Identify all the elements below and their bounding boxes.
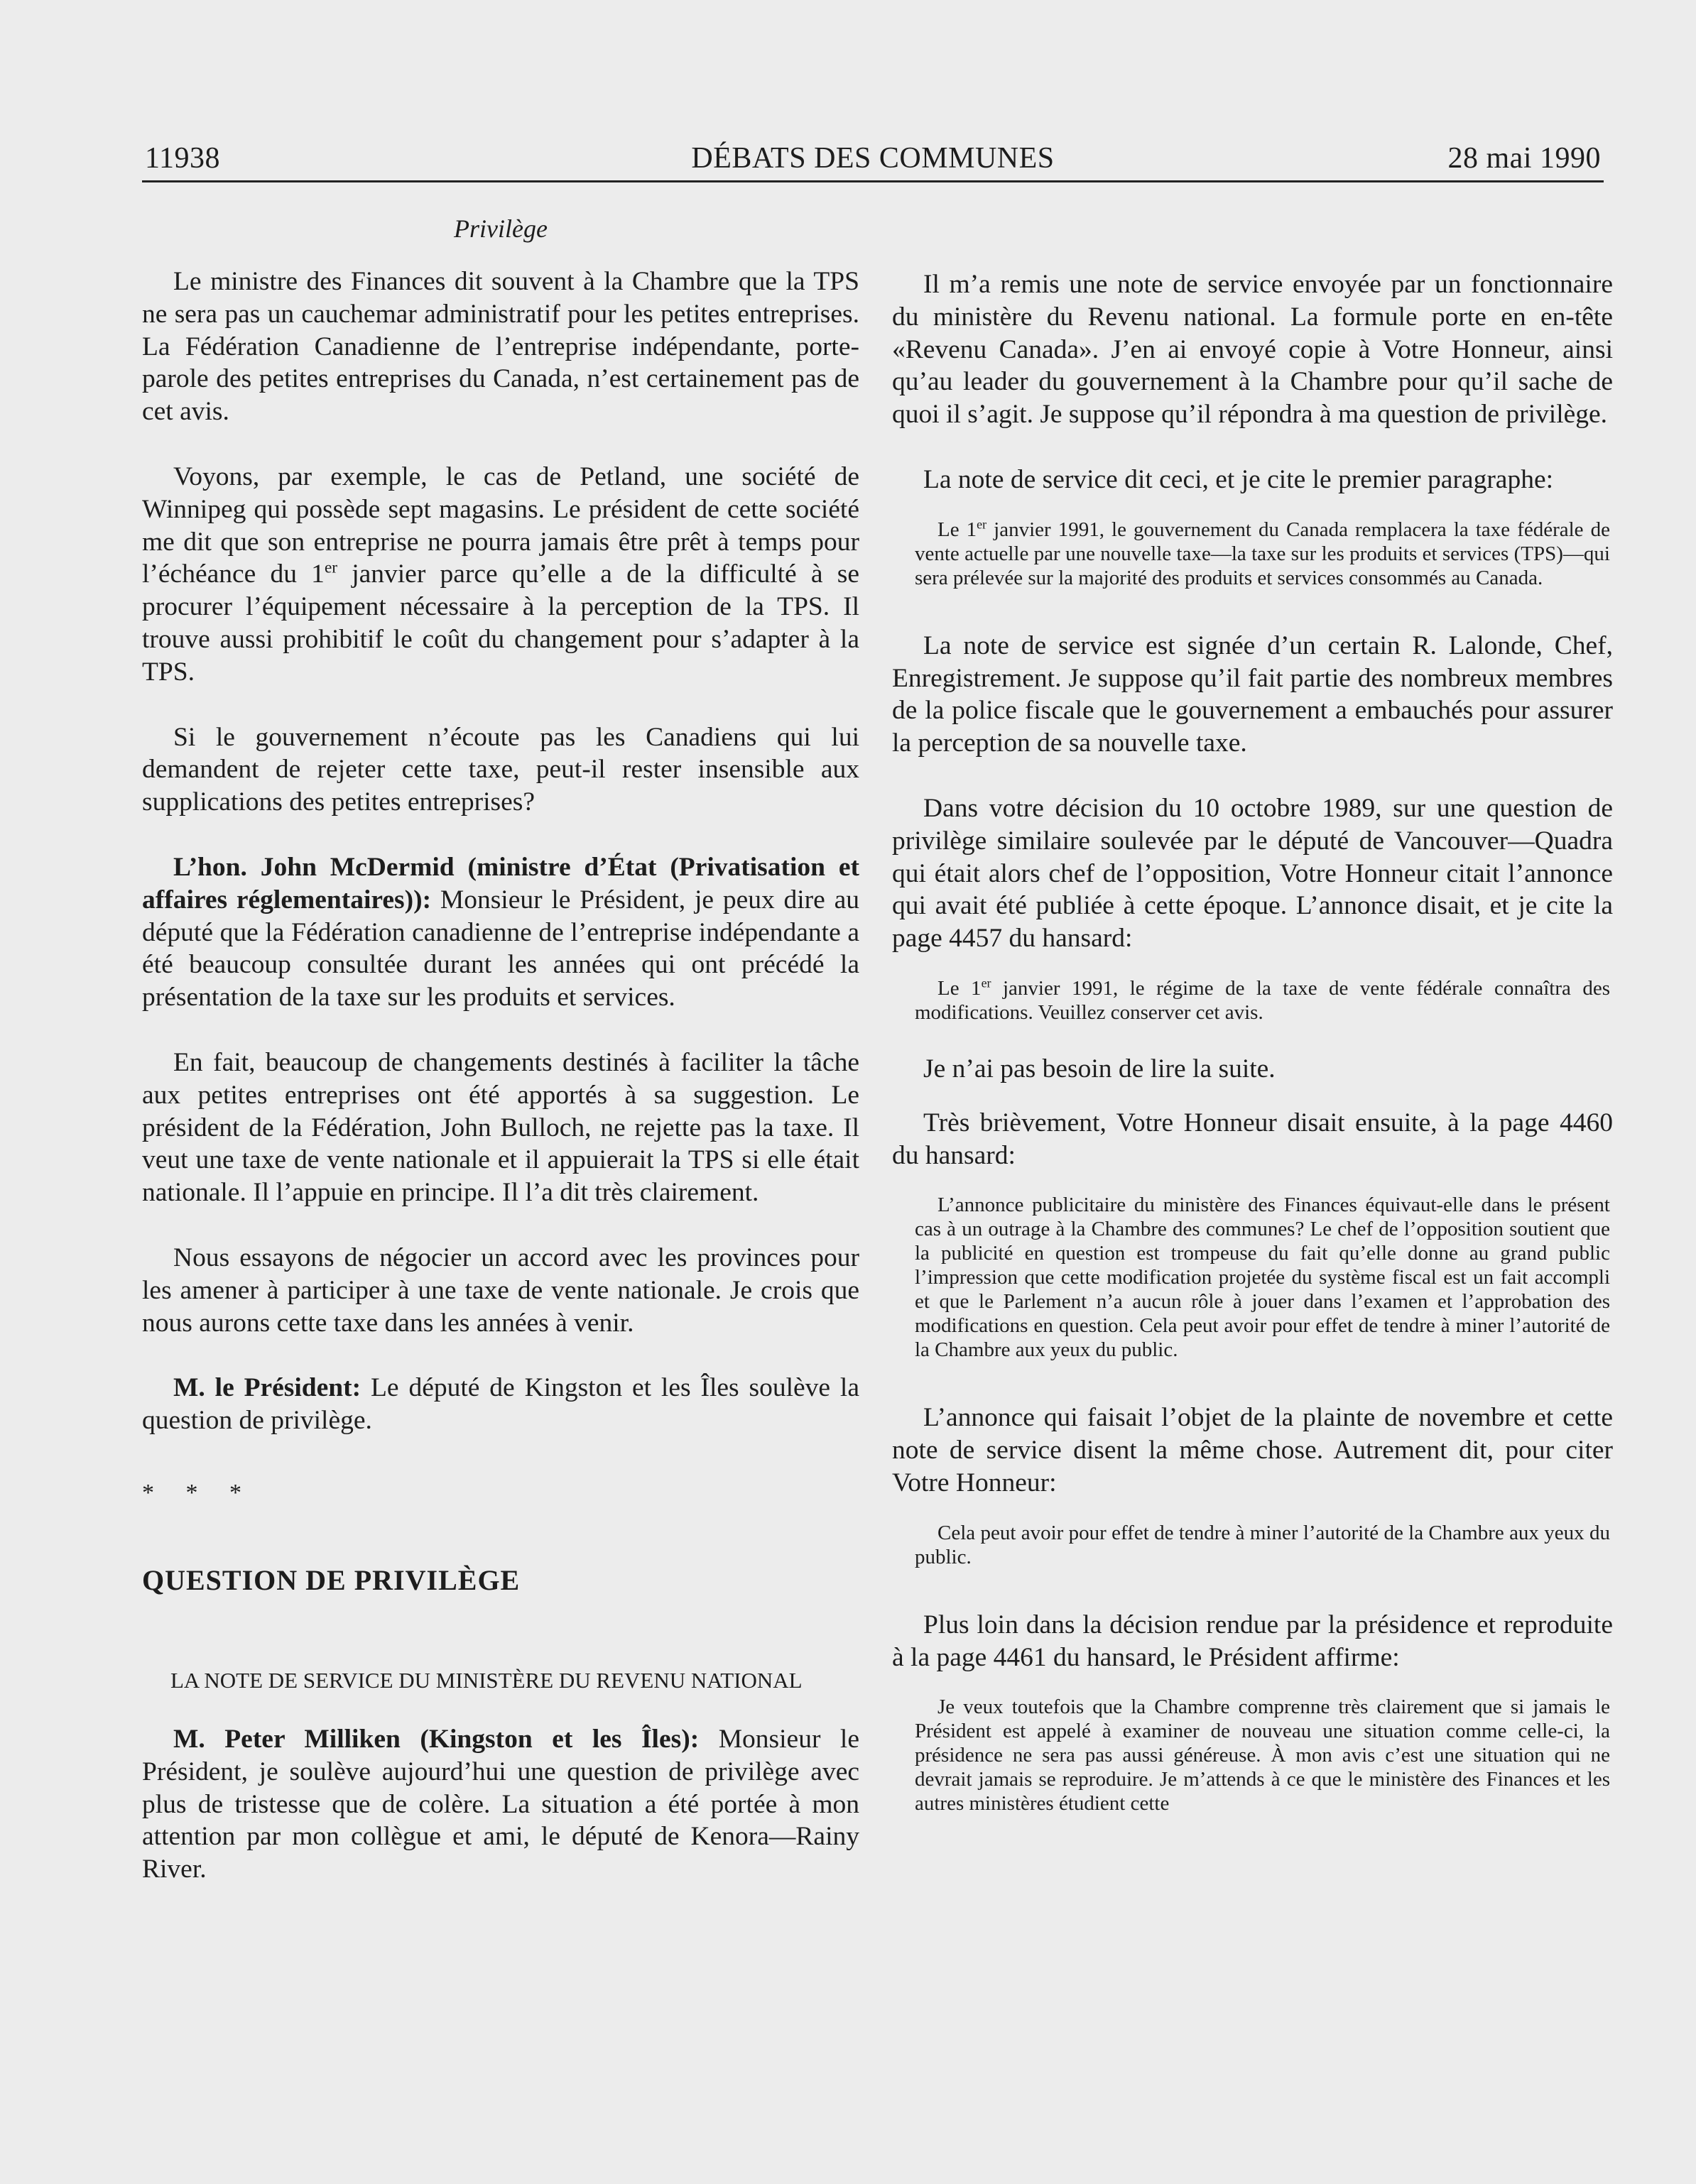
section-label: Privilège <box>454 214 548 243</box>
paragraph: Je n’ai pas besoin de lire la suite. <box>923 1054 1276 1083</box>
paragraph: Il m’a remis une note de service envoyée par un fonctionnaire du ministère du Revenu national. La formule porte en en-tête «Revenu Canada». J’en ai envoyé copie à Votre Honneur, ainsi qu’au leader du gouvernement à la Chambre pour qu’il sache de quoi il s’agit. Je suppose qu’il répondra à ma question de privilège. <box>892 270 1613 430</box>
block-quote: L’annonce publicitaire du ministère des Finances équivaut-elle dans le présent cas à un outrage à la Chambre des communes? Le chef de l’opposition soutient que la publicité en question est trompeuse du fait qu’elle donne au grand public l’impression que cette modification projetée du système fiscal est un fait accompli et que le Parlement n’a aucun rôle à jouer dans l’examen et l’approbation des modifications en question. Cela peut avoir pour effet de tendre à miner l’autorité de la Chambre aux yeux du public. <box>915 1194 1610 1362</box>
section-heading: QUESTION DE PRIVILÈGE <box>142 1563 521 1596</box>
block-quote: Cela peut avoir pour effet de tendre à miner l’autorité de la Chambre aux yeux du public. <box>915 1521 1610 1568</box>
block-quote: Je veux toutefois que la Chambre comprenne très clairement que si jamais le Président est appelé à examiner de nouveau une situation comme celle-ci, la présidence ne sera pas aussi généreuse. À mon avis c’est une situation qui ne devrait jamais se reproduire. Je m’attends à ce que le ministère des Finances et les autres ministères étudient cette <box>915 1696 1610 1816</box>
paragraph: La note de service dit ceci, et je cite le premier paragraphe: <box>923 464 1554 494</box>
paragraph: Voyons, par exemple, le cas de Petland, une société de Winnipeg qui possède sept magasins. Le président de cette société me dit que son entreprise ne pourra jamais être prêt à temps pour l’échéance du 1er janvier parce qu’elle a de la difficulté à se procurer l’équipement nécessaire à la perception de la TPS. Il trouve aussi prohibitif le coût du changement pour s’adapter à la TPS. <box>142 462 859 687</box>
right-column <box>892 213 1613 1816</box>
speaker-name: M. Peter Milliken (Kingston et les Îles): <box>173 1724 700 1754</box>
publication-title: DÉBATS DES COMMUNES <box>691 142 1055 175</box>
page-number: 11938 <box>145 142 220 175</box>
section-subheading: LA NOTE DE SERVICE DU MINISTÈRE DU REVENU NATIONAL <box>170 1667 803 1693</box>
paragraph: Très brièvement, Votre Honneur disait ensuite, à la page 4460 du hansard: <box>892 1108 1613 1170</box>
paragraph: L’annonce qui faisait l’objet de la plainte de novembre et cette note de service disent la même chose. Autrement dit, pour citer Votre Honneur: <box>892 1403 1613 1497</box>
paragraph: En fait, beaucoup de changements destinés à faciliter la tâche aux petites entreprises ont été apportés à sa suggestion. Le président de la Fédération, John Bulloch, ne rejette pas la taxe. Il veut une taxe de vente nationale et il appuierait la TPS si elle était nationale. Il l’appuie en principe. Il l’a dit très clairement. <box>142 1047 859 1208</box>
block-quote: Le 1er janvier 1991, le régime de la taxe de vente fédérale connaîtra des modifications. Veuillez conserver cet avis. <box>915 976 1610 1024</box>
block-quote: Le 1er janvier 1991, le gouvernement du Canada remplacera la taxe fédérale de vente actuelle par une nouvelle taxe—la taxe sur les produits et services (TPS)—qui sera prélevée sur la majorité des produits et services consommés au Canada. <box>915 517 1610 589</box>
speaker-name: M. le Président: <box>173 1373 362 1403</box>
paragraph: La note de service est signée d’un certain R. Lalonde, Chef, Enregistrement. Je suppose qu’il fait partie des nombreux membres de la police fiscale que le gouvernement a embauchés pour assurer la perception de sa nouvelle taxe. <box>892 630 1613 758</box>
paragraph: Plus loin dans la décision rendue par la présidence et reproduite à la page 4461 du hansard, le Président affirme: <box>892 1610 1613 1672</box>
speech-paragraph: L’hon. John McDermid (ministre d’État (Privatisation et affaires réglementaires)): Monsieur le Président, je peux dire au député que la Fédération canadienne de l’entreprise indépendante a été beaucoup consultée durant les années qui ont précédé la présentation de la taxe sur les produits et services. <box>142 852 859 1012</box>
paragraph: Nous essayons de négocier un accord avec les provinces pour les amener à participer à une taxe de vente nationale. Je crois que nous aurons cette taxe dans les années à venir. <box>142 1243 859 1338</box>
speech-paragraph: M. le Président: Le député de Kingston et les Îles soulève la question de privilège. <box>142 1373 859 1436</box>
speaker-name: L’hon. John McDermid (ministre d’État (Privatisation et affaires réglementaires)): <box>142 852 859 914</box>
paragraph: Le ministre des Finances dit souvent à la Chambre que la TPS ne sera pas un cauchemar administratif pour les petites entreprises. La Fédération Canadienne de l’entreprise indépendante, porte-parole des petites entreprises du Canada, n’est certainement pas de cet avis. <box>142 267 859 427</box>
page-date: 28 mai 1990 <box>1447 142 1601 175</box>
paragraph: Dans votre décision du 10 octobre 1989, sur une question de privilège similaire soulevée par le député de Vancouver—Quadra qui était alors chef de l’opposition, Votre Honneur citait l’annonce qui avait été publiée à cette époque. L’annonce disait, et je cite la page 4457 du hansard: <box>892 793 1613 954</box>
page-header <box>142 139 1604 182</box>
paragraph: Si le gouvernement n’écoute pas les Canadiens qui lui demandent de rejeter cette taxe, peut-il rester insensible aux supplications des petites entreprises? <box>142 722 859 817</box>
left-column <box>142 213 859 1918</box>
section-separator: * * * <box>142 1479 254 1506</box>
speech-paragraph: M. Peter Milliken (Kingston et les Îles): Monsieur le Président, je soulève aujourd’hui une question de privilège avec plus de tristesse que de colère. La situation a été portée à mon attention par mon collègue et ami, le député de Kenora—Rainy River. <box>142 1724 859 1884</box>
